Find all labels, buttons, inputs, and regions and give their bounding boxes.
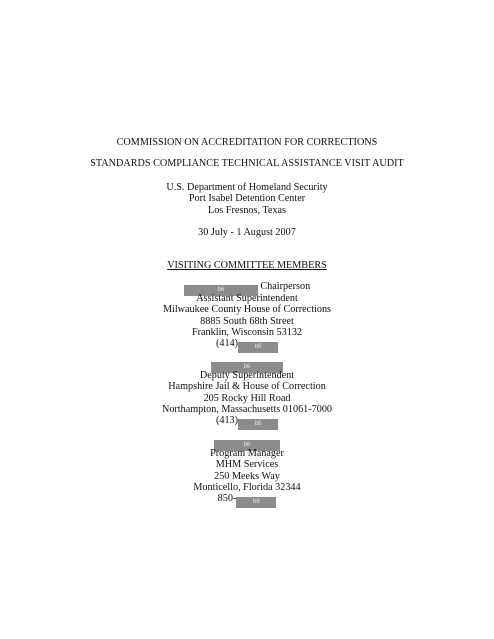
member-3-phone-line [0, 493, 494, 508]
org-title: COMMISSION ON ACCREDITATION FOR CORRECTIONS [116, 137, 378, 148]
audit-dates: 30 July - 1 August 2007 [198, 227, 296, 238]
member-2-phone-prefix: (413) [215, 415, 239, 426]
member-3-org: MHM Services [215, 459, 279, 470]
agency-name: U.S. Department of Homeland Security [166, 182, 328, 193]
member-3-title: Program Manager [210, 448, 284, 459]
facility-location: Los Fresnos, Texas [207, 205, 287, 216]
redaction-box: b6 [184, 285, 258, 296]
member-1-street: 8885 South 68th Street [200, 316, 294, 327]
member-3-street: 250 Meeks Way [214, 471, 280, 482]
member-3-phone-prefix: 850- [217, 493, 237, 504]
member-2-org: Hampshire Jail & House of Correction [168, 381, 326, 392]
member-3-city: Monticello, Florida 32344 [193, 482, 301, 493]
report-title: STANDARDS COMPLIANCE TECHNICAL ASSISTANCE VISIT AUDIT [90, 158, 404, 169]
redaction-box: b6 [214, 440, 280, 451]
member-1-phone-prefix: (414) [215, 338, 239, 349]
member-1-title: Assistant Superintendent [196, 293, 298, 304]
member-1-org: Milwaukee County House of Corrections [162, 304, 332, 315]
facility-name: Port Isabel Detention Center [188, 193, 306, 204]
redaction-box: b6 [211, 362, 283, 373]
member-1-city: Franklin, Wisconsin 53132 [191, 327, 303, 338]
committee-heading: VISITING COMMITTEE MEMBERS [167, 260, 327, 271]
member-2-title: Deputy Superintendent [199, 370, 295, 381]
member-1-phone-line [0, 338, 494, 353]
member-2-city: Northampton, Massachusetts 01061-7000 [161, 404, 333, 415]
member-1-role: Chairperson [260, 281, 311, 292]
redaction-box: b6 [236, 497, 276, 508]
redaction-box: b6 [238, 342, 278, 353]
member-2-street: 205 Rocky Hill Road [203, 393, 291, 404]
member-2-phone-line [0, 415, 494, 430]
redaction-box: b6 [238, 419, 278, 430]
